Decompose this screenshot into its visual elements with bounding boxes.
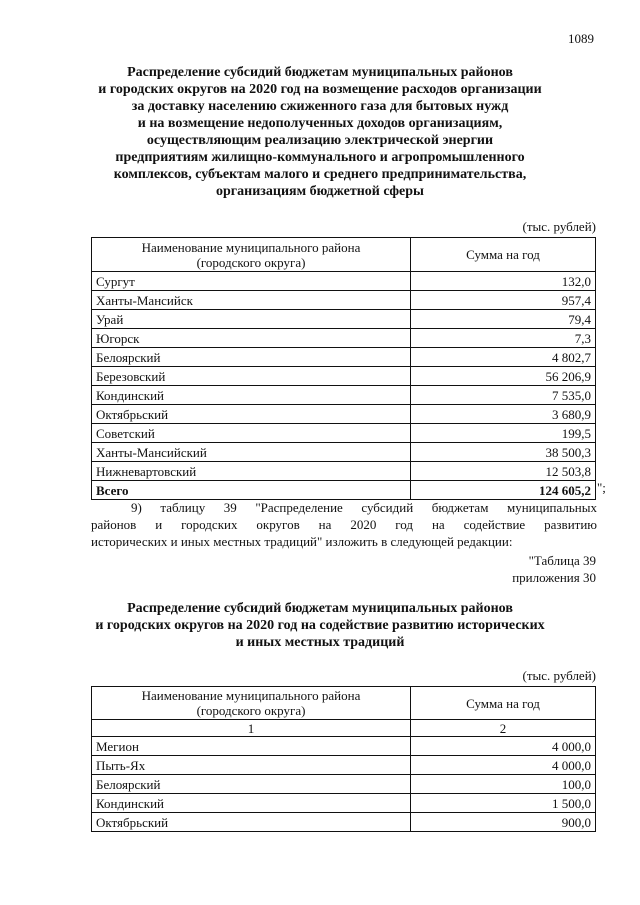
row-value: 132,0 bbox=[411, 272, 596, 291]
total-label: Всего bbox=[92, 481, 411, 500]
table-row bbox=[92, 737, 596, 756]
section2-title-line: и иных местных традиций bbox=[235, 635, 405, 650]
row-name: Сургут bbox=[92, 272, 411, 291]
closing-quote-mark: "; bbox=[597, 480, 606, 495]
row-name: Советский bbox=[92, 424, 411, 443]
section2-title-line: и городских округов на 2020 год на содействие развитию исторических bbox=[95, 618, 545, 633]
row-value: 7,3 bbox=[411, 329, 596, 348]
row-name: Кондинский bbox=[92, 386, 411, 405]
section1-title-line: и на возмещение недополученных доходов организациям, bbox=[137, 116, 503, 131]
paragraph-line: 9) таблицу 39 "Распределение субсидий бюджетам муниципальных bbox=[131, 500, 597, 515]
total-row bbox=[92, 481, 596, 500]
row-name: Кондинский bbox=[92, 794, 411, 813]
table-row bbox=[92, 424, 596, 443]
row-value: 38 500,3 bbox=[411, 443, 596, 462]
table-reference-line1: "Таблица 39 bbox=[528, 553, 596, 568]
row-name: Югорск bbox=[92, 329, 411, 348]
section2-title bbox=[60, 600, 580, 651]
row-name: Ханты-Мансийск bbox=[92, 291, 411, 310]
row-value: 199,5 bbox=[411, 424, 596, 443]
table-row bbox=[92, 367, 596, 386]
table-reference-line2: приложения 30 bbox=[512, 570, 596, 585]
table-row bbox=[92, 329, 596, 348]
subsidy-table-1 bbox=[91, 237, 596, 500]
amendment-paragraph bbox=[91, 499, 597, 550]
section2-title-line: Распределение субсидий бюджетам муниципальных районов bbox=[127, 601, 513, 616]
row-value: 100,0 bbox=[411, 775, 596, 794]
table-row bbox=[92, 462, 596, 481]
row-value: 957,4 bbox=[411, 291, 596, 310]
row-value: 4 000,0 bbox=[411, 737, 596, 756]
column-header-name-line2: (городского округа) bbox=[196, 254, 306, 270]
section1-units: (тыс. рублей) bbox=[522, 219, 596, 234]
section1-title bbox=[60, 64, 580, 200]
table-row bbox=[92, 386, 596, 405]
column-header-name-line1: Наименование муниципального района bbox=[141, 239, 361, 255]
section1-title-line: и городских округов на 2020 год на возмещение расходов организации bbox=[98, 82, 542, 97]
row-name: Октябрьский bbox=[92, 405, 411, 424]
column-header-name bbox=[92, 687, 411, 720]
row-name: Октябрьский bbox=[92, 813, 411, 832]
row-name: Белоярский bbox=[92, 348, 411, 367]
section1-title-line: осуществляющим реализацию электрической энергии bbox=[146, 133, 494, 148]
row-name: Урай bbox=[92, 310, 411, 329]
table-row bbox=[92, 813, 596, 832]
column-header-sum: Сумма на год bbox=[411, 238, 596, 272]
table-row bbox=[92, 794, 596, 813]
row-name: Белоярский bbox=[92, 775, 411, 794]
table-row bbox=[92, 405, 596, 424]
section1-title-line: организациям бюджетной сферы bbox=[216, 184, 424, 199]
table-row bbox=[92, 291, 596, 310]
column-index-row bbox=[92, 720, 596, 737]
row-value: 1 500,0 bbox=[411, 794, 596, 813]
section1-title-line: предприятиям жилищно-коммунального и агропромышленного bbox=[115, 150, 525, 165]
column-header-name-line2: (городского округа) bbox=[196, 703, 306, 718]
row-name: Нижневартовский bbox=[92, 462, 411, 481]
section1-title-line: комплексов, субъектам малого и среднего предпринимательства, bbox=[113, 167, 527, 182]
paragraph-line: районов и городских округов на 2020 год на содействие развитию bbox=[91, 517, 597, 532]
page-number: 1089 bbox=[568, 31, 594, 46]
table-row bbox=[92, 443, 596, 462]
row-value: 7 535,0 bbox=[411, 386, 596, 405]
table-header-row bbox=[92, 687, 596, 720]
table-reference bbox=[460, 552, 596, 586]
column-header-name bbox=[92, 238, 411, 272]
row-name: Ханты-Мансийский bbox=[92, 443, 411, 462]
row-value: 3 680,9 bbox=[411, 405, 596, 424]
table-row bbox=[92, 348, 596, 367]
row-value: 4 000,0 bbox=[411, 756, 596, 775]
section1-title-line: за доставку населению сжиженного газа для бытовых нужд bbox=[131, 99, 509, 114]
row-name: Мегион bbox=[92, 737, 411, 756]
table-row bbox=[92, 310, 596, 329]
table-row bbox=[92, 272, 596, 291]
row-value: 56 206,9 bbox=[411, 367, 596, 386]
column-header-name-line1: Наименование муниципального района bbox=[141, 688, 361, 703]
column-index-1: 1 bbox=[92, 720, 411, 737]
row-value: 900,0 bbox=[411, 813, 596, 832]
row-name: Пыть-Ях bbox=[92, 756, 411, 775]
row-value: 4 802,7 bbox=[411, 348, 596, 367]
table-row bbox=[92, 775, 596, 794]
section2-units: (тыс. рублей) bbox=[522, 668, 596, 683]
paragraph-line: исторических и иных местных традиций" изложить в следующей редакции: bbox=[91, 534, 513, 549]
row-value: 12 503,8 bbox=[411, 462, 596, 481]
row-value: 79,4 bbox=[411, 310, 596, 329]
table-row bbox=[92, 756, 596, 775]
subsidy-table-2 bbox=[91, 686, 596, 832]
column-header-sum: Сумма на год bbox=[411, 687, 596, 720]
table-header-row bbox=[92, 238, 596, 272]
total-value: 124 605,2 bbox=[411, 481, 596, 500]
section1-title-line: Распределение субсидий бюджетам муниципальных районов bbox=[127, 65, 513, 80]
row-name: Березовский bbox=[92, 367, 411, 386]
column-index-2: 2 bbox=[411, 720, 596, 737]
